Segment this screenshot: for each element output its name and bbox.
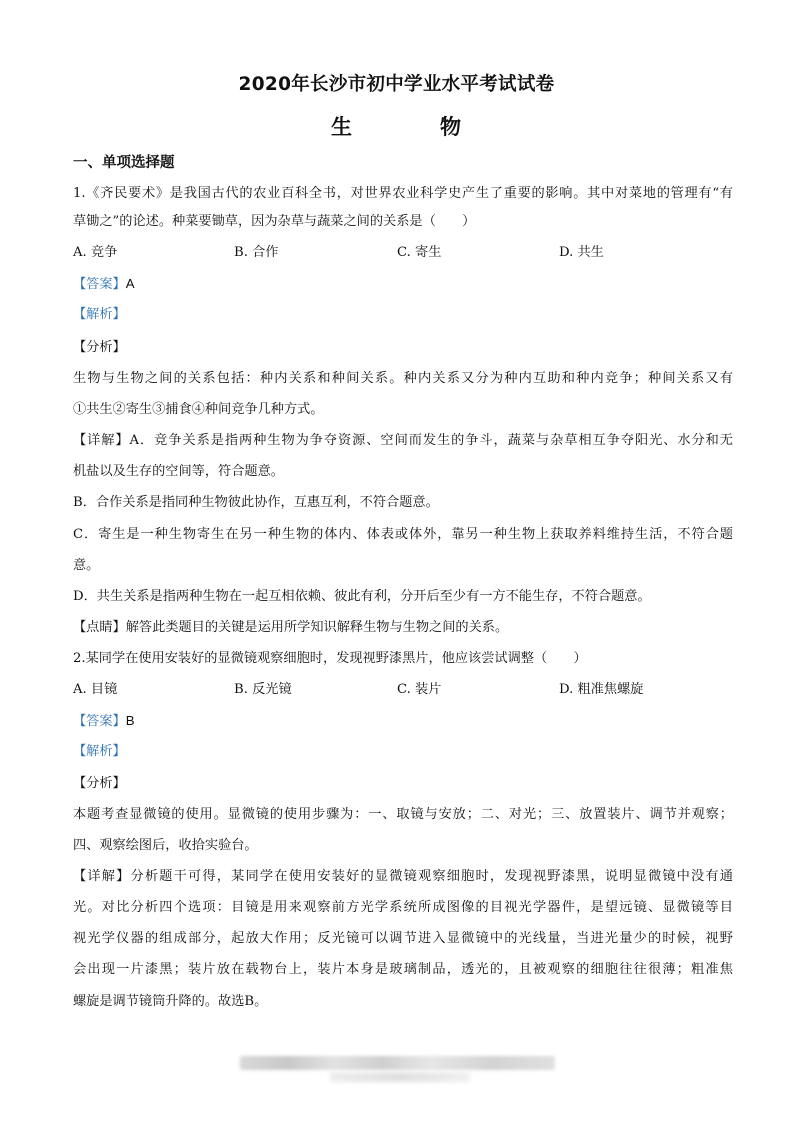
section-heading: 一、单项选择题 [73, 155, 175, 171]
q1-detail-d: D．共生关系是指两种生物在一起互相依赖、彼此有利，分开后至少有一方不能生存，不符合题意。 [73, 589, 651, 604]
q1-answer [73, 275, 733, 294]
q1-option-a: A. 竞争 [73, 245, 118, 260]
q2-option-d: D. 粗准焦螺旋 [559, 682, 644, 697]
q1-detail-b: B．合作关系是指同种生物彼此协作，互惠互利，不符合题意。 [73, 495, 439, 510]
q1-options [73, 244, 733, 262]
q1-point: 【点睛】解答此类题目的关键是运用所学知识解释生物与生物之间的关系。 [73, 620, 509, 635]
q2-stem: 2.某同学在使用安装好的显微镜观察细胞时，发现视野漆黑片，他应该尝试调整（ ） [73, 651, 587, 666]
q1-explain-tag: 【解析】 [73, 307, 126, 322]
q1-stem-line2: 草锄之”的论述。种菜要锄草，因为杂草与蔬菜之间的关系是（ ） [73, 214, 476, 229]
q2-analysis-line1: 本题考查显微镜的使用。显微镜的使用步骤为：一、取镜与安放；二、对光；三、放置装片、调节并观察； [73, 807, 733, 822]
q1-answer-value: A [125, 276, 135, 291]
q2-answer [73, 712, 733, 731]
q2-answer-value: B [125, 713, 135, 728]
q2-explain-tag: 【解析】 [73, 744, 126, 759]
q1-option-b: B. 合作 [234, 245, 279, 260]
q1-detail-c2: 意。 [73, 558, 100, 573]
subject-char-2: 物 [440, 115, 461, 139]
subject-title [0, 111, 793, 141]
q2-detail-line2: 光。对比分析四个选项：目镜是用来观察前方光学系统所成图像的目视光学器件，是望远镜、显微镜等目 [73, 900, 733, 915]
q2-analysis-tag: 【分析】 [73, 776, 126, 791]
q1-detail-line1: 【详解】A．竞争关系是指两种生物为争夺资源、空间而发生的争斗，蔬菜与杂草相互争夺阳光、水分和无 [73, 433, 733, 448]
q2-option-c: C. 装片 [397, 682, 442, 697]
q2-detail-line4: 会出现一片漆黑；装片放在载物台上，装片本身是玻璃制品，透光的，且被观察的细胞往往很薄；粗准焦 [73, 962, 733, 977]
q2-detail-line3: 视光学仪器的组成部分，起放大作用；反光镜可以调节进入显微镜中的光线量，当进光量少的时候，视野 [73, 931, 733, 946]
q2-analysis-line2: 四、观察绘图后，收拾实验台。 [73, 838, 258, 853]
q1-stem-line1: 1.《齐民要术》是我国古代的农业百科全书，对世界农业科学史产生了重要的影响。其中对菜地的管理有“有 [73, 186, 733, 201]
q1-detail-line2: 机盐以及生存的空间等，符合题意。 [73, 464, 284, 479]
q1-answer-tag: 【答案】 [73, 277, 126, 292]
blurred-watermark-sub [330, 1072, 470, 1082]
q2-detail-line1: 【详解】分析题干可得，某同学在使用安装好的显微镜观察细胞时，发现视野漆黑，说明显微镜中没有通 [73, 869, 733, 884]
exam-title: 2020年长沙市初中学业水平考试试卷 [238, 74, 555, 95]
q1-option-c: C. 寄生 [397, 245, 442, 260]
q1-analysis-line1: 生物与生物之间的关系包括：种内关系和种间关系。种内关系又分为种内互助和种内竞争；种间关系又有 [73, 371, 733, 386]
q1-analysis-tag: 【分析】 [73, 340, 126, 355]
q2-option-a: A. 目镜 [73, 682, 118, 697]
q1-option-d: D. 共生 [559, 245, 604, 260]
subject-char-1: 生 [331, 115, 352, 139]
q1-detail-c1: C．寄生是一种生物寄生在另一种生物的体内、体表或体外，靠另一种生物上获取养料维持生活，不符合题 [73, 527, 733, 542]
q2-detail-line5: 螺旋是调节镜筒升降的。故选B。 [73, 994, 268, 1009]
q2-options [73, 681, 733, 699]
q2-answer-tag: 【答案】 [73, 714, 126, 729]
q1-analysis-line2: ①共生②寄生③捕食④种间竞争几种方式。 [73, 402, 324, 417]
q2-option-b: B. 反光镜 [234, 682, 292, 697]
blurred-watermark [240, 1056, 555, 1070]
